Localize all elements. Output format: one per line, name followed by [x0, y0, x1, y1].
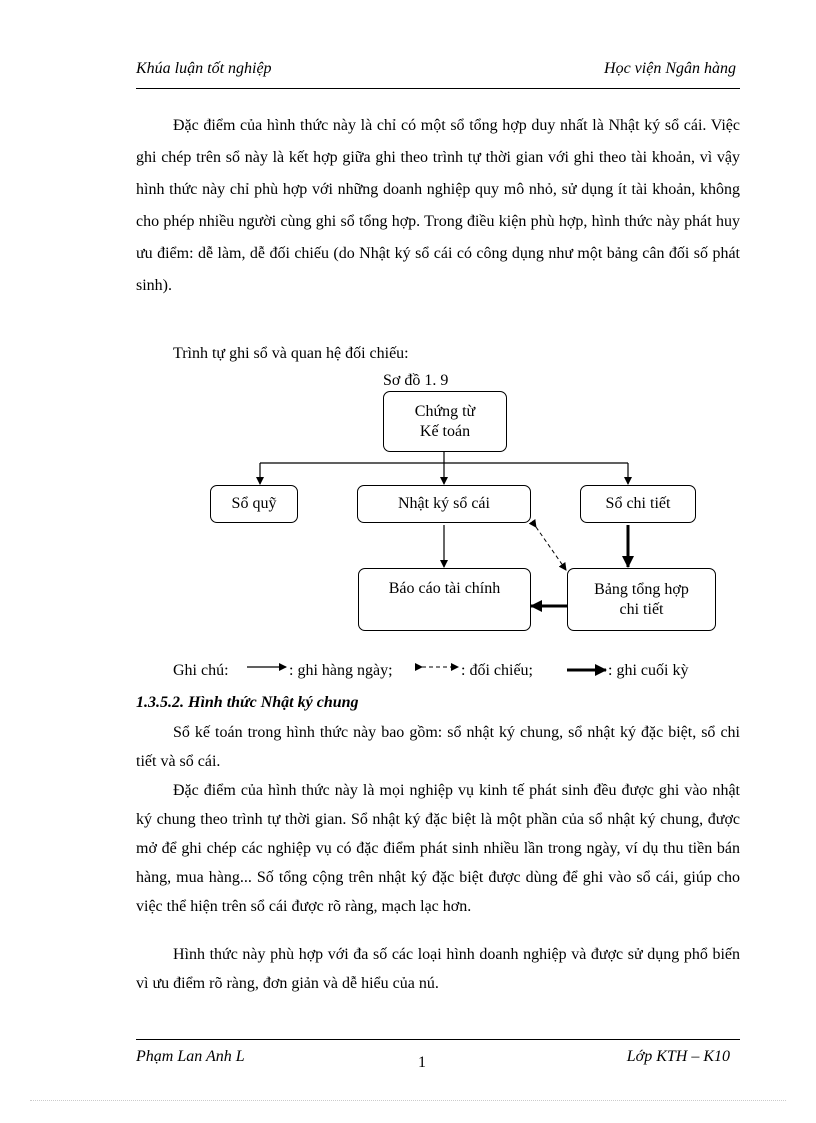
bao-cao-label: Báo cáo tài chính: [388, 580, 501, 597]
chung-tu-line1: Chứng từ: [414, 402, 476, 420]
paragraph-3: Đặc điểm của hình thức này là mọi nghiệp vụ kinh tế phát sinh đều được ghi vào nhật ký chung theo trình tự thời gian. Sổ nhật ký đặc biệt là một phần của sổ nhật ký chung, được mở để ghi chép các nghiệp vụ có đặc điểm phát sinh nhiều lần trong ngày, ví dụ thu tiền bán hàng, mua hàng... Số tổng cộng trên nhật ký đặc biệt được dùng để ghi vào sổ cái, giúp cho việc thể hiện trên sổ cái được rõ ràng, mạch lạc hơn.: [136, 782, 740, 915]
header-left: Khúa luận tốt nghiệp: [136, 60, 272, 77]
footer-class: Lớp KTH – K10: [626, 1048, 730, 1065]
diagram-title: Sơ đồ 1. 9: [383, 372, 449, 389]
box-bao-cao: [358, 568, 531, 631]
box-bang-tong-hop: [567, 568, 716, 631]
legend-label: Ghi chú:: [173, 662, 229, 679]
box-so-chi-tiet: [580, 485, 696, 523]
box-so-quy: [210, 485, 298, 523]
bang-tong-hop-line2: chi tiết: [619, 600, 664, 618]
section-heading: 1.3.5.2. Hình thức Nhật ký chung: [136, 694, 359, 711]
legend-daily: : ghi hàng ngày;: [289, 662, 393, 679]
so-chi-tiet-label: Sổ chi tiết: [605, 495, 671, 512]
footer-rule: [136, 1039, 740, 1040]
box-nhat-ky-so-cai: [357, 485, 531, 523]
nhat-ky-so-cai-label: Nhật ký sổ cái: [398, 495, 490, 512]
paragraph-4: Hình thức này phù hợp với đa số các loại hình doanh nghiệp và được sử dụng phổ biến vì ưu điểm rõ ràng, đơn giản và dễ hiểu của nú.: [136, 946, 740, 992]
paragraph-2: Sổ kế toán trong hình thức này bao gồm: sổ nhật ký chung, sổ nhật ký đặc biệt, sổ chi tiết và sổ cái.: [136, 724, 740, 770]
chung-tu-line2: Kế toán: [419, 422, 471, 440]
page-number: 1: [418, 1054, 426, 1071]
bang-tong-hop-line1: Bảng tổng hợp: [594, 580, 689, 598]
dashed-compare-arrow: [536, 527, 566, 570]
legend-end-period: : ghi cuối kỳ: [608, 662, 689, 679]
header-right: Học viện Ngân hàng: [604, 60, 736, 77]
legend-compare: : đối chiếu;: [461, 662, 533, 679]
intro-line: Trình tự ghi sổ và quan hệ đối chiếu:: [173, 345, 409, 362]
paragraph-1: Đặc điểm của hình thức này là chỉ có một sổ tổng hợp duy nhất là Nhật ký sổ cái. Việc ghi chép trên sổ này là kết hợp giữa ghi theo trình tự thời gian với ghi theo tài khoản, vì vậy hình thức này chỉ phù hợp với những doanh nghiệp quy mô nhỏ, sử dụng ít tài khoản, không cho phép nhiều người cùng ghi sổ tổng hợp. Trong điều kiện phù hợp, hình thức này phát huy ưu điểm: dễ làm, dễ đối chiếu (do Nhật ký sổ cái có công dụng như một bảng cân đối số phát sinh).: [136, 117, 740, 294]
box-chung-tu: [383, 391, 507, 452]
page-bottom-border: [30, 1100, 786, 1101]
footer-author: Phạm Lan Anh L: [136, 1048, 245, 1065]
so-quy-label: Sổ quỹ: [231, 495, 277, 512]
